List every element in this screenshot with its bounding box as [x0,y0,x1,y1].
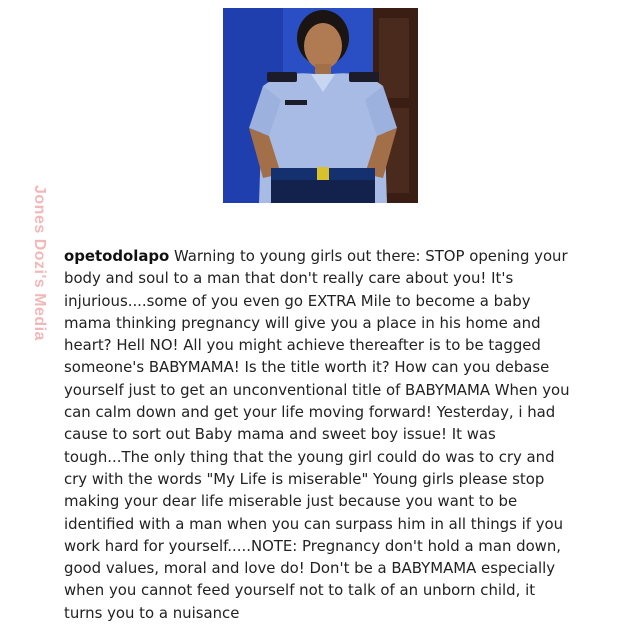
post-caption [64,245,574,624]
photo-illustration [223,8,418,203]
post-photo[interactable] [223,8,418,203]
caption-text: Warning to young girls out there: STOP opening your body and soul to a man that don't really care about you! It's injurious....some of you even go EXTRA Mile to become a baby mama thinking pregnancy will give you a place in his home and heart? Hell NO! All you might achieve thereafter is to be tagged someone's BABYMAMA! Is the title worth it? How can you debase yourself just to get an unconventional title of BABYMAMA When you can calm down and get your life moving forward! Yesterday, i had cause to sort out Baby mama and sweet boy issue! It was tough...The only thing that the young girl could do was to cry and cry with the words "My Life is miserable" Young girls please stop making your dear life miserable just because you want to be identified with a man when you can surpass him in all things if you work hard for yourself.....NOTE: Pregnancy don't hold a man down, good values, moral and love do! Don't be a BABYMAMA especially when you cannot feed yourself not to talk of an unborn child, it turns you to a nuisance [64,247,570,622]
post-username[interactable]: opetodolapo [64,247,170,265]
watermark: Jones Dozi's Media [31,185,48,341]
